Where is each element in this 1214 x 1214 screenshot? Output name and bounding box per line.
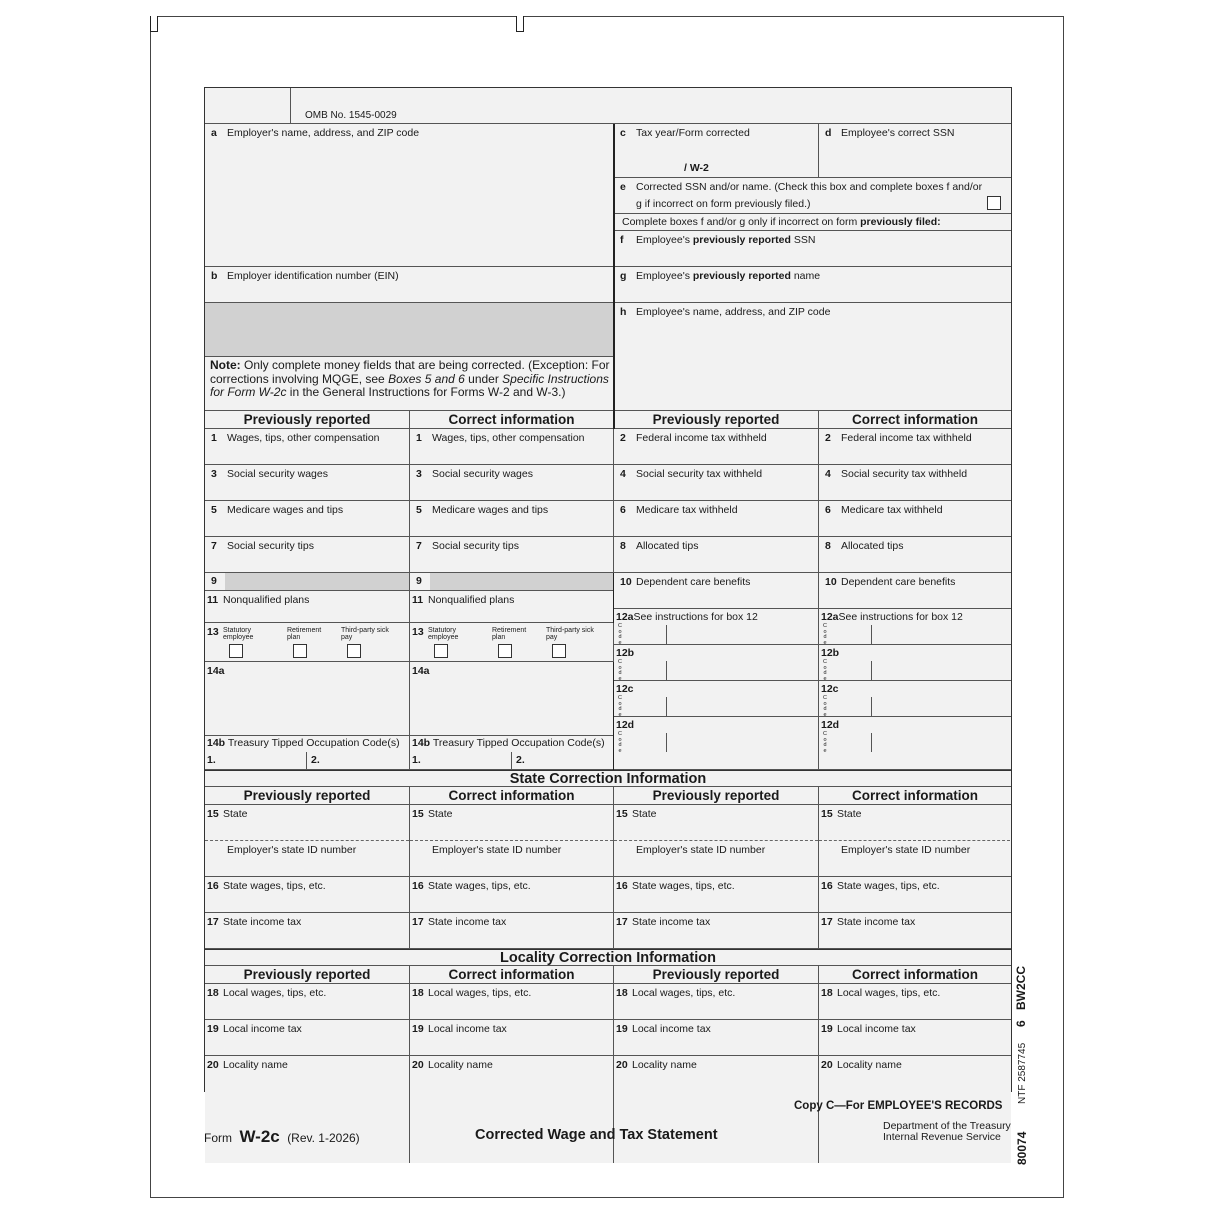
box-7-previous[interactable]: 7 Social security tips <box>205 537 410 573</box>
box-6-correct[interactable]: 6 Medicare tax withheld <box>819 501 1011 537</box>
box-13-thirdparty-label: Third-party sick pay <box>341 627 389 641</box>
box-17-correct-2[interactable]: 17 State income tax <box>819 913 1011 949</box>
box-13-retirement-checkbox[interactable] <box>293 644 307 658</box>
box-16-correct-2[interactable]: 16 State wages, tips, etc. <box>819 877 1011 913</box>
box-19-correct-1[interactable]: 19 Local income tax <box>410 1020 614 1056</box>
box-12c-code-label: Code <box>823 695 827 718</box>
locality-header-previous-2: Previously reported <box>614 966 819 984</box>
box-11-previous[interactable]: 11 Nonqualified plans <box>205 591 410 623</box>
box-12a-code-label: Code <box>823 623 827 646</box>
box-c-tax-year[interactable]: c Tax year/Form corrected / W-2 <box>614 124 819 178</box>
box-a-employer-name[interactable]: a Employer's name, address, and ZIP code <box>205 124 614 267</box>
box-7-correct[interactable]: 7 Social security tips <box>410 537 614 573</box>
box-13-correct: 13 Statutory employee Retirement plan Third-party sick pay <box>410 623 614 662</box>
box-d-correct-ssn[interactable]: d Employee's correct SSN <box>819 124 1011 178</box>
box-17-previous-2[interactable]: 17 State income tax <box>614 913 819 949</box>
box-12c-previous[interactable]: 12c Code <box>614 681 819 717</box>
state-divider <box>819 840 1010 841</box>
state-divider <box>410 840 613 841</box>
box-1-previous[interactable]: 1 Wages, tips, other compensation <box>205 429 410 465</box>
header-correct-information-left: Correct information <box>410 411 614 429</box>
box-13-statutory-checkbox[interactable] <box>434 644 448 658</box>
box-h-employee-address[interactable]: h Employee's name, address, and ZIP code <box>614 303 1011 411</box>
box-11-correct[interactable]: 11 Nonqualified plans <box>410 591 614 623</box>
note-box <box>205 357 614 411</box>
registration-mark-left <box>150 16 158 32</box>
box-9-previous: 9 <box>205 573 410 591</box>
box-2-correct[interactable]: 2 Federal income tax withheld <box>819 429 1011 465</box>
box-12c-code-label: Code <box>618 695 622 718</box>
box-3-previous[interactable]: 3 Social security wages <box>205 465 410 501</box>
box-12d-code-label: Code <box>618 731 622 754</box>
box-13-statutory-label: Statutory employee <box>223 627 254 641</box>
box-4-previous[interactable]: 4 Social security tax withheld <box>614 465 819 501</box>
box-16-previous-1[interactable]: 16 State wages, tips, etc. <box>205 877 410 913</box>
w2c-form <box>204 87 1012 1092</box>
department-label: Department of the Treasury Internal Revenue Service <box>883 1120 1011 1143</box>
form-title: Corrected Wage and Tax Statement <box>475 1127 718 1143</box>
side-six: 6 <box>1014 1020 1028 1027</box>
box-3-correct[interactable]: 3 Social security wages <box>410 465 614 501</box>
box-14a-correct[interactable]: 14a <box>410 662 614 736</box>
box-8-previous[interactable]: 8 Allocated tips <box>614 537 819 573</box>
box-5-previous[interactable]: 5 Medicare wages and tips <box>205 501 410 537</box>
box-12b-previous[interactable]: 12b Code <box>614 645 819 681</box>
box-12b-code-divider <box>666 661 667 680</box>
box-19-correct-2[interactable]: 19 Local income tax <box>819 1020 1011 1056</box>
employer-state-id-label: Employer's state ID number <box>841 844 971 856</box>
box-12a-code-divider <box>871 625 872 644</box>
locality-header-correct-1: Correct information <box>410 966 614 984</box>
box-20-previous-1[interactable]: 20 Locality name <box>205 1056 410 1163</box>
box-12b-code-label: Code <box>618 659 622 682</box>
header-previously-reported-left: Previously reported <box>205 411 410 429</box>
box-16-previous-2[interactable]: 16 State wages, tips, etc. <box>614 877 819 913</box>
box-12a-previous[interactable]: 12aSee instructions for box 12 Code <box>614 609 819 645</box>
box-f-previous-ssn[interactable]: f Employee's previously reported SSN <box>614 231 1011 267</box>
employer-state-id-label: Employer's state ID number <box>432 844 562 856</box>
box-e-checkbox[interactable] <box>987 196 1001 210</box>
box-12d-correct[interactable]: 12d Code <box>819 717 1011 770</box>
box-20-correct-1[interactable]: 20 Locality name <box>410 1056 614 1163</box>
box-g-previous-name[interactable]: g Employee's previously reported name <box>614 267 1011 303</box>
state-divider <box>205 840 409 841</box>
box-15-state-correct-2[interactable]: 15 State Employer's state ID number <box>819 805 1011 877</box>
form-id: Form W-2c (Rev. 1-2026) <box>204 1127 360 1146</box>
box-c-label: Tax year/Form corrected <box>636 127 750 139</box>
box-9-shaded <box>225 573 409 590</box>
box-12c-code-divider <box>871 697 872 716</box>
box-12a-code-divider <box>666 625 667 644</box>
registration-mark-center <box>516 16 524 32</box>
box-12d-code-divider <box>871 733 872 752</box>
box-14b-previous[interactable]: 14b Treasury Tipped Occupation Code(s) 1. 2. <box>205 736 410 770</box>
omb-number: OMB No. 1545-0029 <box>305 110 397 121</box>
box-1-correct[interactable]: 1 Wages, tips, other compensation <box>410 429 614 465</box>
box-12b-code-divider <box>871 661 872 680</box>
employer-state-id-label: Employer's state ID number <box>227 844 357 856</box>
box-10-correct[interactable]: 10 Dependent care benefits <box>819 573 1011 609</box>
box-12b-code-label: Code <box>823 659 827 682</box>
box-13-previous: 13 Statutory employee Retirement plan Third-party sick pay <box>205 623 410 662</box>
side-ntf: NTF 2587745 <box>1017 1042 1028 1104</box>
box-4-correct[interactable]: 4 Social security tax withheld <box>819 465 1011 501</box>
box-2-previous[interactable]: 2 Federal income tax withheld <box>614 429 819 465</box>
state-header-correct-1: Correct information <box>410 787 614 805</box>
blank-corner-box <box>205 88 291 124</box>
box-13-statutory-label: Statutory employee <box>428 627 459 641</box>
box-19-previous-2[interactable]: 19 Local income tax <box>614 1020 819 1056</box>
box-15-state-previous-2[interactable]: 15 State Employer's state ID number <box>614 805 819 877</box>
divider <box>306 752 307 770</box>
box-e-label-line2: g if incorrect on form previously filed.) <box>636 198 811 210</box>
box-b-ein[interactable]: b Employer identification number (EIN) <box>205 267 614 303</box>
box-10-previous[interactable]: 10 Dependent care benefits <box>614 573 819 609</box>
box-13-thirdparty-checkbox[interactable] <box>552 644 566 658</box>
box-16-correct-1[interactable]: 16 State wages, tips, etc. <box>410 877 614 913</box>
employer-state-id-label: Employer's state ID number <box>636 844 766 856</box>
box-a-label: Employer's name, address, and ZIP code <box>227 127 420 139</box>
copy-c-label: Copy C—For EMPLOYEE'S RECORDS <box>794 1100 1003 1112</box>
box-18-correct-2[interactable]: 18 Local wages, tips, etc. <box>819 984 1011 1020</box>
box-19-previous-1[interactable]: 19 Local income tax <box>205 1020 410 1056</box>
box-e-corrected-ssn-name: e Corrected SSN and/or name. (Check this box and complete boxes f and/or g if incorrect on form previously filed.) <box>614 178 1011 214</box>
box-9-correct: 9 <box>410 573 614 591</box>
box-e-label: Corrected SSN and/or name. (Check this box and complete boxes f and/or <box>636 181 983 193</box>
box-13-retirement-checkbox[interactable] <box>498 644 512 658</box>
box-13-retirement-label: Retirement plan <box>492 627 527 641</box>
box-12d-code-divider <box>666 733 667 752</box>
side-code: BW2CC <box>1014 966 1028 1010</box>
locality-header-previous-1: Previously reported <box>205 966 410 984</box>
header-previously-reported-right: Previously reported <box>614 411 819 429</box>
shaded-area <box>205 303 614 357</box>
box-17-previous-1[interactable]: 17 State income tax <box>205 913 410 949</box>
box-12c-correct[interactable]: 12c Code <box>819 681 1011 717</box>
box-13-statutory-checkbox[interactable] <box>229 644 243 658</box>
side-number: 80074 <box>1015 1131 1029 1165</box>
header-correct-information-right: Correct information <box>819 411 1011 429</box>
box-18-previous-1[interactable]: 18 Local wages, tips, etc. <box>205 984 410 1020</box>
box-15-state-correct-1[interactable]: 15 State Employer's state ID number <box>410 805 614 877</box>
box-14b-correct[interactable]: 14b Treasury Tipped Occupation Code(s) 1. 2. <box>410 736 614 770</box>
state-header-previous-1: Previously reported <box>205 787 410 805</box>
box-20-previous-2[interactable]: 20 Locality name <box>614 1056 819 1163</box>
locality-header-correct-2: Correct information <box>819 966 1011 984</box>
box-14a-previous[interactable]: 14a <box>205 662 410 736</box>
box-d-label: Employee's correct SSN <box>841 127 955 139</box>
box-12d-previous[interactable]: 12d Code <box>614 717 819 770</box>
box-6-previous[interactable]: 6 Medicare tax withheld <box>614 501 819 537</box>
box-13-thirdparty-label: Third-party sick pay <box>546 627 594 641</box>
box-12b-correct[interactable]: 12b Code <box>819 645 1011 681</box>
box-b-label: Employer identification number (EIN) <box>227 270 399 282</box>
box-13-thirdparty-checkbox[interactable] <box>347 644 361 658</box>
divider <box>511 752 512 770</box>
box-13-retirement-label: Retirement plan <box>287 627 322 641</box>
box-c-value: / W-2 <box>684 162 709 174</box>
box-18-previous-2[interactable]: 18 Local wages, tips, etc. <box>614 984 819 1020</box>
box-9-shaded <box>430 573 613 590</box>
complete-boxes-note: Complete boxes f and/or g only if incorrect on form previously filed: <box>614 214 1011 231</box>
note-text: Note: Only complete money fields that are being corrected. (Exception: For corrections involving MQGE, see Boxes 5 and 6 under Specific Instructions for Form W-2c in the General Instructions for Forms W-2 and W-3.) <box>210 358 610 399</box>
state-divider <box>614 840 818 841</box>
box-17-correct-1[interactable]: 17 State income tax <box>410 913 614 949</box>
state-header-previous-2: Previously reported <box>614 787 819 805</box>
omb-box <box>291 88 1011 124</box>
box-5-correct[interactable]: 5 Medicare wages and tips <box>410 501 614 537</box>
box-20-correct-2[interactable]: 20 Locality name <box>819 1056 1011 1163</box>
box-15-state-previous-1[interactable]: 15 State Employer's state ID number <box>205 805 410 877</box>
box-8-correct[interactable]: 8 Allocated tips <box>819 537 1011 573</box>
box-12a-code-label: Code <box>618 623 622 646</box>
locality-correction-title: Locality Correction Information <box>205 949 1011 966</box>
box-12d-code-label: Code <box>823 731 827 754</box>
box-12a-correct[interactable]: 12aSee instructions for box 12 Code <box>819 609 1011 645</box>
state-correction-title: State Correction Information <box>205 770 1011 787</box>
box-h-label: Employee's name, address, and ZIP code <box>636 306 831 318</box>
state-header-correct-2: Correct information <box>819 787 1011 805</box>
box-18-correct-1[interactable]: 18 Local wages, tips, etc. <box>410 984 614 1020</box>
box-12c-code-divider <box>666 697 667 716</box>
